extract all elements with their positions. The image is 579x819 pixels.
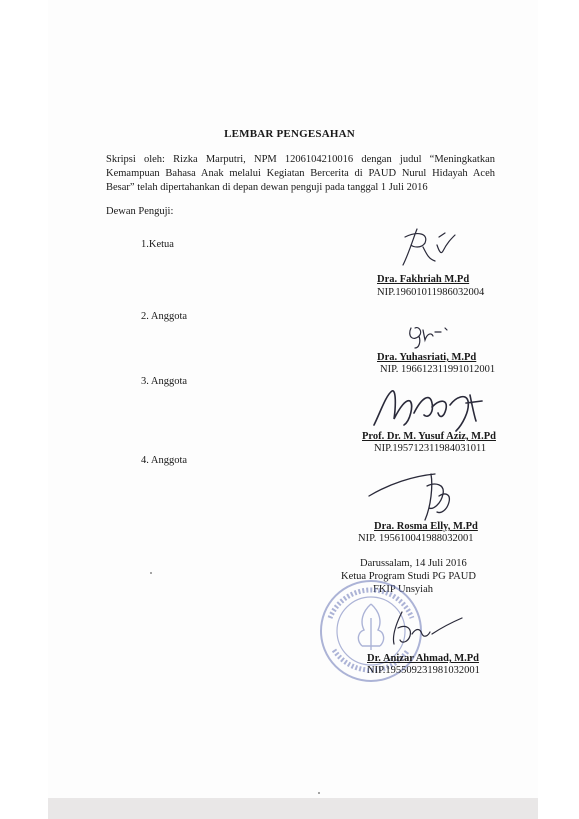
examiner-1-name: Dra. Fakhriah M.Pd	[377, 274, 470, 285]
scan-speck	[150, 572, 152, 574]
board-label: Dewan Penguji:	[106, 206, 174, 217]
approval-name: Dr. Anizar Ahmad, M.Pd	[367, 653, 480, 664]
examiner-4-role: 4. Anggota	[141, 455, 188, 466]
intro-paragraph	[106, 153, 495, 195]
examiner-3-role: 3. Anggota	[141, 376, 188, 387]
intro-line-1: Skripsi oleh: Rizka Marputri, NPM 1206104210016 dengan judul “Meningkatkan	[106, 154, 495, 165]
examiner-1-signature	[395, 225, 465, 270]
intro-line-3: Besar” telah dipertahankan di depan dewan penguji pada tanggal 1 Juli 2016	[106, 182, 428, 193]
examiner-4-signature	[365, 466, 465, 526]
examiner-1-role: 1.Ketua	[141, 239, 174, 250]
scan-speck	[318, 792, 320, 794]
examiner-3-signature	[370, 385, 490, 435]
examiner-3-name: Prof. Dr. M. Yusuf Aziz, M.Pd	[362, 431, 496, 442]
approval-signature	[382, 608, 467, 648]
examiner-2-signature	[405, 322, 455, 350]
examiner-1-nip: NIP.196010119860320​04	[377, 287, 485, 298]
examiner-4-name: Dra. Rosma Elly, M.Pd	[374, 521, 478, 532]
page-title: LEMBAR PENGESAHAN	[224, 128, 355, 140]
approval-position-line-1: Ketua Program Studi PG PAUD	[341, 571, 476, 582]
approval-nip: NIP.195509231981032001	[367, 665, 480, 676]
examiner-2-name: Dra. Yuhasriati, M.Pd	[377, 352, 477, 363]
examiner-2-role: 2. Anggota	[141, 311, 188, 322]
approval-position-line-2: FKIP Unsyiah	[373, 584, 433, 595]
examiner-3-nip: NIP.195712311984031011	[374, 443, 487, 454]
approval-place-date: Darussalam, 14 Juli 2016	[360, 558, 467, 569]
examiner-4-nip: NIP. 195610041988032001	[358, 533, 474, 544]
examiner-2-nip: NIP. 196612311991012001	[380, 364, 496, 375]
intro-line-2: Kemampuan Bahasa Anak melalui Kegiatan Bercerita di PAUD Nurul Hidayah Aceh	[106, 168, 495, 179]
scan-bottom-edge	[48, 798, 538, 819]
